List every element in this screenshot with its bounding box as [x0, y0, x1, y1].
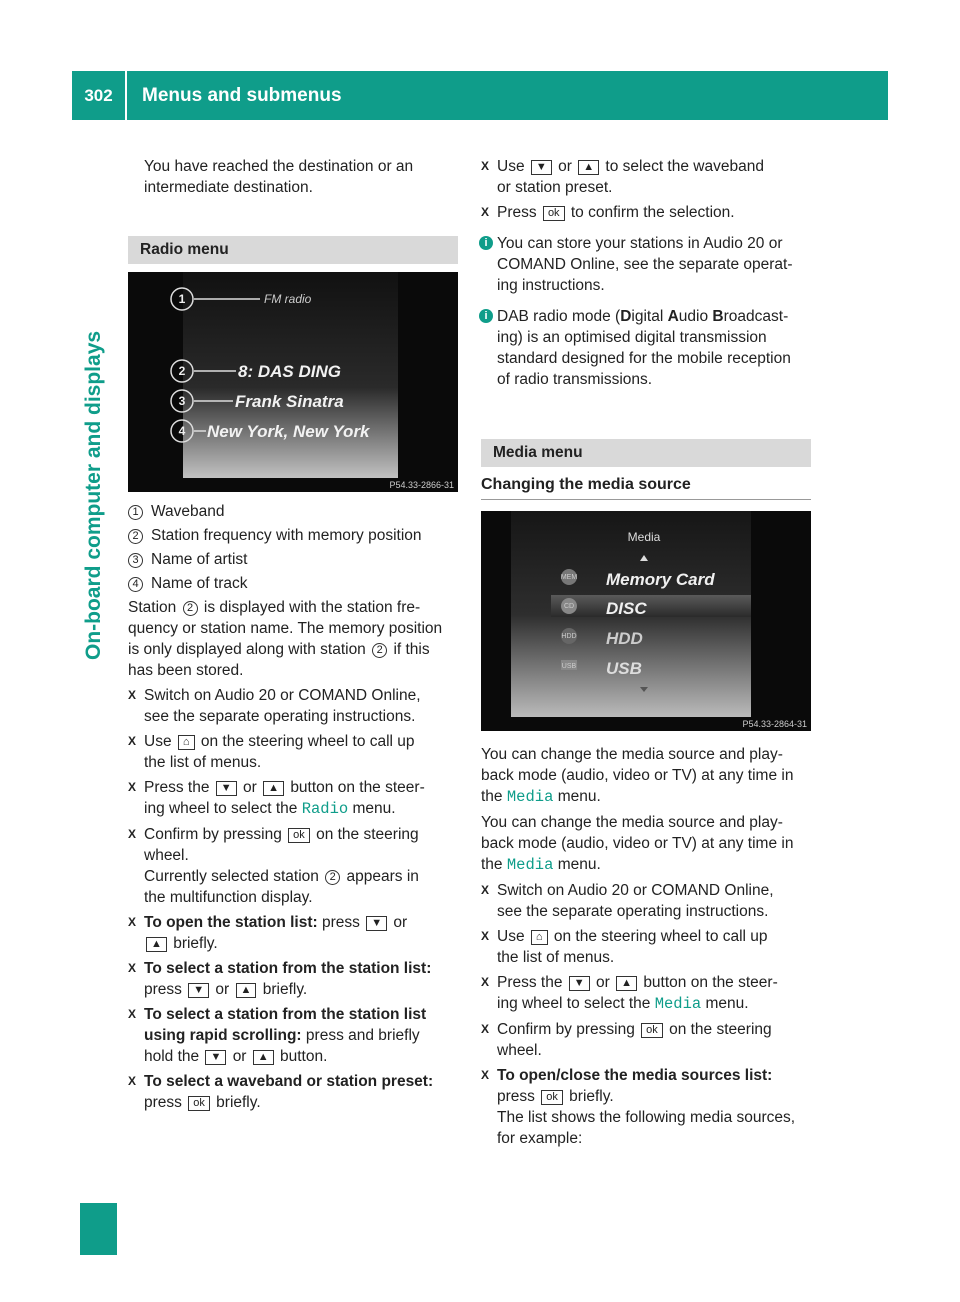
media-text: You can change the media source and play- back mode (audio, video or TV) at any time in the Media menu. You can change the media source and play- back mode (audio, video or TV) at any time in the Media menu. X Switch on Audio 20 or COMAND Online, see the separate operating instructions. X Use ⌂ on the steering wheel to call up the list of menus. X Press the ▼ or ▲ button on the steer- ing wheel to select the Media menu. X Confirm by pressing ok on the steering wheel. X To open/close the media sources list: press ok briefly. The list shows the following media sources, for example: — [481, 744, 813, 1149]
media-screen-image — [481, 511, 811, 731]
ok-key-icon: ok — [543, 206, 565, 221]
down-key-icon: ▼ — [216, 781, 237, 796]
radio-screen-graphic — [128, 272, 458, 492]
radio-menu-heading: Radio menu — [128, 236, 458, 264]
radio-screen-image — [128, 272, 458, 492]
step-item: X Switch on Audio 20 or COMAND Online, see the separate operating instructions. — [481, 882, 774, 920]
step-item: X Switch on Audio 20 or COMAND Online, see the separate operating instructions. — [128, 687, 421, 725]
media-source-subheading: Changing the media source — [481, 476, 811, 500]
page-title: Menus and submenus — [142, 84, 342, 106]
right-column — [481, 156, 813, 390]
marker-4: 4 — [178, 424, 186, 438]
ok-key-icon: ok — [288, 828, 310, 843]
marker-2: 2 — [178, 364, 186, 378]
step-item: X To select a waveband or station preset: press ok briefly. — [128, 1073, 434, 1111]
usb-icon: USB — [561, 663, 577, 670]
up-key-icon: ▲ — [146, 937, 167, 952]
legend-item: 4 Name of track — [128, 573, 460, 594]
artist-text: Frank Sinatra — [235, 392, 344, 411]
legend-item: 2 Station frequency with memory position — [128, 525, 460, 546]
ok-key-icon: ok — [188, 1096, 210, 1111]
hdd-icon: HDD — [561, 633, 577, 640]
step-item: X To select a station from the station list using rapid scrolling: press and briefly hold the ▼ or ▲ button. — [128, 1006, 427, 1065]
marker-3: 3 — [178, 394, 186, 408]
up-key-icon: ▲ — [236, 983, 257, 998]
info-note: i You can store your stations in Audio 20 or COMAND Online, see the separate operat- ing instructions. — [481, 233, 813, 296]
station-paragraph: Station 2 is displayed with the station fre- quency or station name. The memory position is only displayed along with station 2 if this has been stored. — [128, 599, 443, 679]
step-item: X Confirm by pressing ok on the steering wheel. — [481, 1021, 772, 1059]
step-item: X Use ⌂ on the steering wheel to call up the list of menus. — [128, 733, 415, 771]
station-text: 8: DAS DING — [238, 362, 341, 381]
radio-caption: P54.33-2866-31 — [389, 480, 454, 490]
media-title: Media — [627, 530, 661, 544]
step-item: X To select a station from the station list: press ▼ or ▲ briefly. — [128, 960, 432, 998]
media-screen-graphic — [481, 511, 811, 731]
info-icon: i — [479, 309, 493, 323]
step-item: X Press ok to confirm the selection. — [481, 204, 735, 221]
side-tab-label: On-board computer and displays — [82, 330, 105, 660]
up-key-icon: ▲ — [616, 976, 637, 991]
up-key-icon: ▲ — [578, 160, 599, 175]
info-note: i DAB radio mode (Digital Audio Broadcast- ing) is an optimised digital transmission standard designed for the mobile reception of radio transmissions. — [481, 306, 813, 390]
selected-row-highlight — [551, 595, 751, 617]
intro-line: intermediate destination. — [144, 179, 313, 196]
media-item-hdd: HDD — [606, 629, 643, 648]
media-caption: P54.33-2864-31 — [742, 719, 807, 729]
track-text: New York, New York — [207, 422, 370, 441]
memory-card-icon: MEM — [560, 574, 578, 581]
waveband-text: FM radio — [264, 292, 312, 306]
step-item: X Use ⌂ on the steering wheel to call up the list of menus. — [481, 928, 768, 966]
step-item: X Press the ▼ or ▲ button on the steer- ing wheel to select the Radio menu. — [128, 779, 425, 818]
down-key-icon: ▼ — [366, 916, 387, 931]
down-key-icon: ▼ — [569, 976, 590, 991]
step-item: X Confirm by pressing ok on the steering wheel. Currently selected station 2 appears in the multifunction display. — [128, 826, 419, 906]
step-item: X Use ▼ or ▲ to select the waveband or station preset. — [481, 158, 764, 196]
step-item: X Press the ▼ or ▲ button on the steer- ing wheel to select the Media menu. — [481, 974, 778, 1013]
ok-key-icon: ok — [641, 1023, 663, 1038]
left-column — [128, 156, 460, 198]
media-item-usb: USB — [606, 659, 642, 678]
media-item-memory-card: Memory Card — [606, 570, 715, 589]
down-key-icon: ▼ — [205, 1050, 226, 1065]
legend-item: 3 Name of artist — [128, 549, 460, 570]
media-item-disc: DISC — [606, 599, 647, 618]
up-key-icon: ▲ — [253, 1050, 274, 1065]
info-icon: i — [479, 236, 493, 250]
page-number: 302 — [72, 71, 127, 120]
disc-icon: CD — [563, 603, 575, 610]
home-key-icon: ⌂ — [178, 735, 195, 750]
side-tab-marker — [80, 1203, 117, 1255]
media-menu-heading: Media menu — [481, 439, 811, 467]
marker-1: 1 — [178, 292, 186, 306]
ok-key-icon: ok — [541, 1090, 563, 1105]
up-key-icon: ▲ — [263, 781, 284, 796]
intro-line: You have reached the destination or an — [144, 158, 414, 175]
home-key-icon: ⌂ — [531, 930, 548, 945]
down-key-icon: ▼ — [188, 983, 209, 998]
legend-item: 1 Waveband — [128, 501, 460, 522]
step-item: X To open the station list: press ▼ or ▲ briefly. — [128, 914, 408, 952]
down-key-icon: ▼ — [531, 160, 552, 175]
step-item: X To open/close the media sources list: press ok briefly. The list shows the following media sources, for example: — [481, 1067, 796, 1147]
radio-legend — [128, 501, 460, 1113]
